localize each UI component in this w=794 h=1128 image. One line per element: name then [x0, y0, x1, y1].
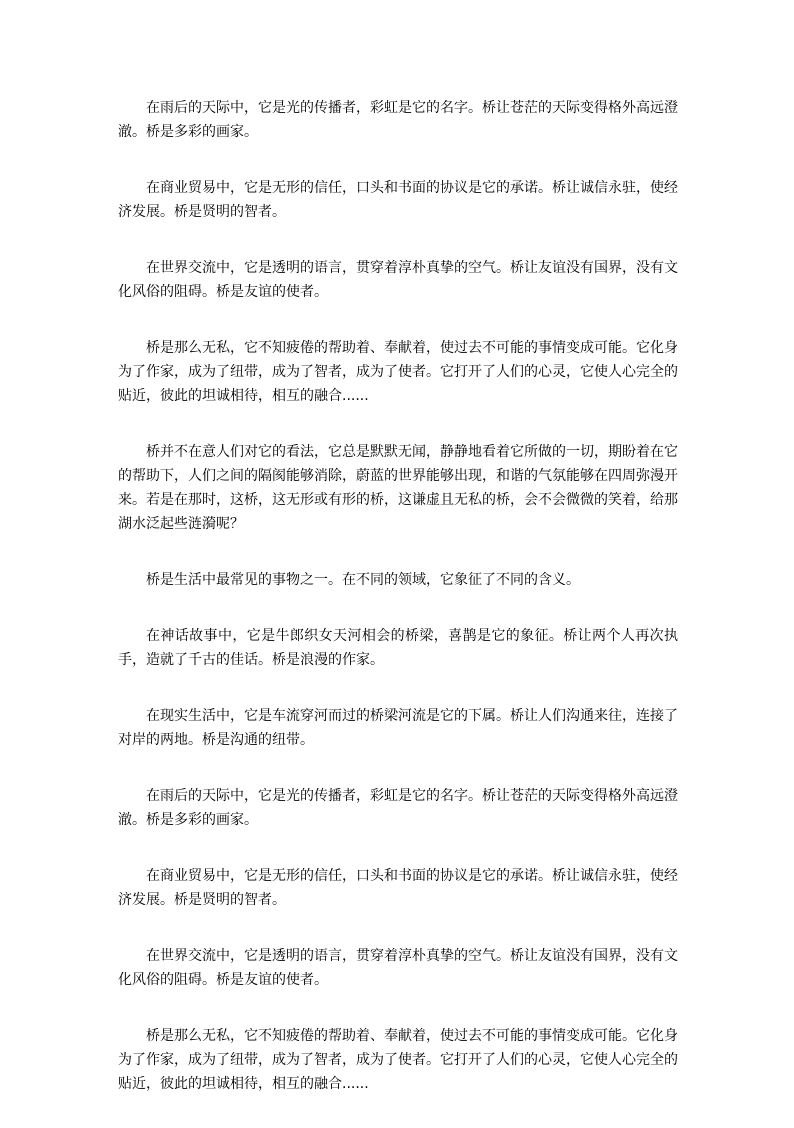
paragraph: 桥是那么无私，它不知疲倦的帮助着、奉献着，使过去不可能的事情变成可能。它化身为了作家，成为了纽带，成为了智者，成为了使者。它打开了人们的心灵，它使人心完全的贴近，彼此的坦诚相待，相互的融合......	[118, 340, 678, 404]
document-body	[118, 96, 678, 1128]
paragraph: 在雨后的天际中，它是光的传播者，彩虹是它的名字。桥让苍茫的天际变得格外高远澄澈。桥是多彩的画家。	[118, 100, 678, 140]
paragraph: 在世界交流中，它是透明的语言，贯穿着淳朴真挚的空气。桥让友谊没有国界，没有文化风俗的阻碍。桥是友谊的使者。	[118, 260, 678, 300]
paragraph: 桥并不在意人们对它的看法，它总是默默无闻，静静地看着它所做的一切，期盼着在它的帮助下，人们之间的隔阂能够消除，蔚蓝的世界能够出现，和谐的气氛能够在四周弥漫开来。若是在那时，这桥，这无形或有形的桥，这谦虚且无私的桥，会不会微微的笑着，给那湖水泛起些涟漪呢？	[118, 444, 678, 532]
paragraph: 桥是生活中最常见的事物之一。在不同的领域，它象征了不同的含义。	[146, 572, 580, 588]
paragraph: 在商业贸易中，它是无形的信任，口头和书面的协议是它的承诺。桥让诚信永驻，使经济发展。桥是贤明的智者。	[118, 180, 678, 220]
paragraph: 在商业贸易中，它是无形的信任，口头和书面的协议是它的承诺。桥让诚信永驻，使经济发展。桥是贤明的智者。	[118, 868, 678, 908]
paragraph: 在雨后的天际中，它是光的传播者，彩虹是它的名字。桥让苍茫的天际变得格外高远澄澈。桥是多彩的画家。	[118, 788, 678, 828]
paragraph: 在现实生活中，它是车流穿河而过的桥梁河流是它的下属。桥让人们沟通来往，连接了对岸的两地。桥是沟通的纽带。	[118, 708, 678, 748]
paragraph: 在神话故事中，它是牛郎织女天河相会的桥梁，喜鹊是它的象征。桥让两个人再次执手，造就了千古的佳话。桥是浪漫的作家。	[118, 628, 678, 668]
paragraph: 桥是那么无私，它不知疲倦的帮助着、奉献着，使过去不可能的事情变成可能。它化身为了作家，成为了纽带，成为了智者，成为了使者。它打开了人们的心灵，它使人心完全的贴近，彼此的坦诚相待，相互的融合......	[118, 1028, 678, 1092]
paragraph: 在世界交流中，它是透明的语言，贯穿着淳朴真挚的空气。桥让友谊没有国界，没有文化风俗的阻碍。桥是友谊的使者。	[118, 948, 678, 988]
